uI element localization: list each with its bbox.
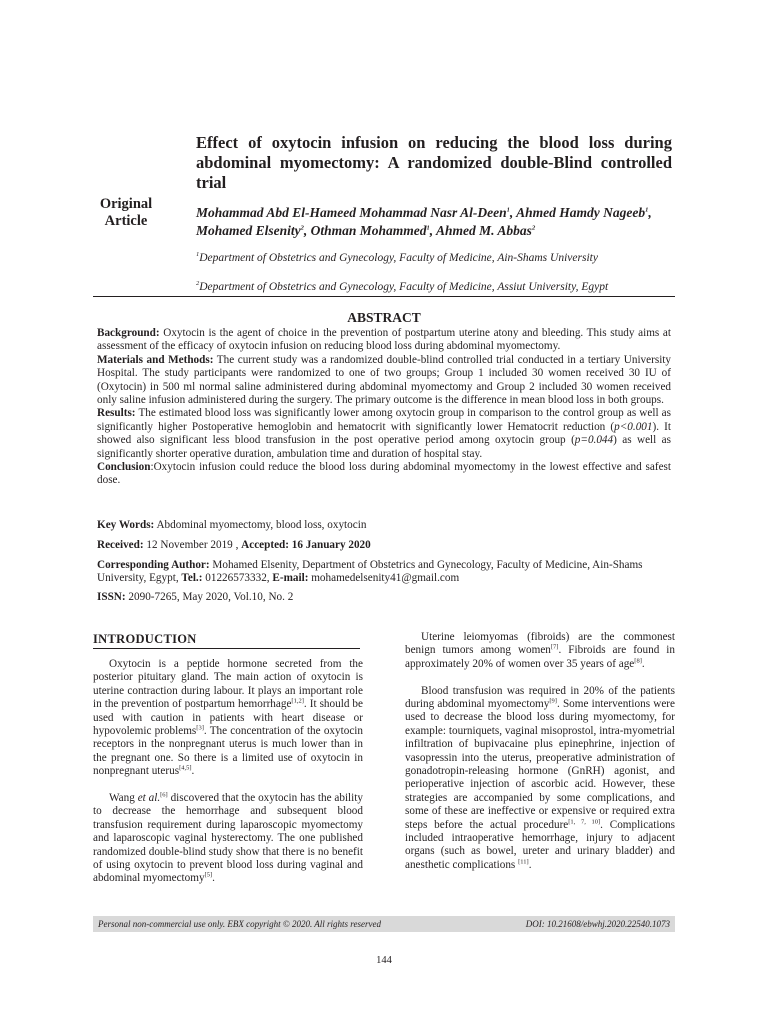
affiliation-1 <box>196 251 672 265</box>
left-column <box>93 658 363 899</box>
citation: [1,2] <box>291 697 304 705</box>
issn <box>97 591 671 604</box>
et-al: et al. <box>137 792 161 805</box>
article-type-line-1: Original <box>99 196 153 212</box>
paper-title: Effect of oxytocin infusion on reducing the blood loss during abdominal myomectomy: A randomized double-Blind controlled trial <box>196 133 672 192</box>
corresponding-author <box>97 559 671 586</box>
citation: [11] <box>518 858 529 866</box>
page-number: 144 <box>376 955 392 966</box>
tel-label: Tel.: <box>181 572 203 585</box>
abstract-background-label: Background: <box>97 327 160 339</box>
paragraph-text: . <box>191 765 195 778</box>
abstract-methods-text: The current study was a randomized double-blind controlled trial conducted in a tertiary University Hospital. The study participants were randomized to one of two groups; Group 1 included 30 women received 30 IU of (Oxytocin) in 500 ml normal saline administered during abdominal myomectomy and Group 2 included 30 women received only saline infusion administered during the surgery. The primary outcome is the difference in mean blood loss in both groups. <box>97 353 672 407</box>
introduction-heading: INTRODUCTION <box>93 632 360 649</box>
author-separator: , <box>509 205 517 220</box>
affiliation-text: Department of Obstetrics and Gynecology, Faculty of Medicine, Ain-Shams University <box>199 252 598 264</box>
intro-paragraph-1 <box>93 658 363 779</box>
author-affiliation-mark: 2 <box>531 224 536 232</box>
abstract-conclusion-label: Conclusion <box>97 461 151 474</box>
paragraph-text: . <box>528 858 532 871</box>
abstract-results <box>97 407 671 461</box>
intro-paragraph-3 <box>405 631 675 671</box>
abstract-conclusion <box>97 461 671 488</box>
abstract-results-label: Results: <box>97 407 136 420</box>
footer-bar <box>93 916 675 932</box>
paragraph-text: Uterine leiomyomas (fibroids) are the commonest benign tumors among women <box>405 631 675 657</box>
citation: [7] <box>550 643 559 651</box>
paragraph-text: . It should be used with caution in patients with heart disease or hypovolemic problems <box>93 698 363 738</box>
right-column <box>405 631 675 886</box>
paragraph-text: . Complications included intraoperative hemorrhage, injury to adjacent organs (such as bowel, ureter and urinary bladder) and anesthetic complications <box>405 818 675 871</box>
author-affiliation-mark: 2 <box>300 224 304 232</box>
tel-value: 01226573332, <box>202 572 273 585</box>
p-value: p<0.001 <box>614 420 653 433</box>
keywords <box>97 519 671 532</box>
paragraph-text: . The concentration of the oxytocin receptors in the nonpregnant uterus is much lower than in the pregnant one. So there is a limited use of oxytocin in nonpregnant uterus <box>93 725 363 778</box>
abstract-body <box>97 327 671 488</box>
received-accepted <box>97 539 671 552</box>
author-affiliation-mark: 1 <box>426 224 430 232</box>
abstract-background <box>97 327 671 354</box>
author-separator: , <box>429 223 437 238</box>
issn-label: ISSN: <box>97 591 126 603</box>
citation: [8] <box>634 657 642 665</box>
author-affiliation-mark: 1 <box>506 206 510 214</box>
citation: [4,5] <box>179 764 192 772</box>
abstract-methods <box>97 354 671 408</box>
citation: [9] <box>549 697 557 705</box>
author-name: Ahmed M. Abbas <box>436 223 532 238</box>
paragraph-text: Oxytocin is a peptide hormone secreted from the posterior pituitary gland. The main action of oxytocin is uterine contraction during labour. It plays an important role in the prevention of postpartum hemorrhage <box>93 658 363 711</box>
accepted-label: Accepted: 16 January 2020 <box>241 539 371 551</box>
citation: [1, 7, 10] <box>568 817 601 825</box>
citation: [5] <box>204 871 213 879</box>
abstract-heading: ABSTRACT <box>347 310 421 325</box>
keywords-label: Key Words: <box>97 519 155 531</box>
citation: [3] <box>196 724 204 732</box>
affiliation-number: 1 <box>196 251 200 259</box>
affiliation-number: 2 <box>196 280 200 288</box>
author-name: Othman Mohammed <box>310 223 427 238</box>
paragraph-text: Blood transfusion was required in 20% of the patients during abdominal myomectomy <box>405 684 675 711</box>
corresponding-value: Mohamed Elsenity, Department of Obstetrics and Gynecology, Faculty of Medicine, Ain-Shams University, Egypt, <box>97 559 643 585</box>
abstract-results-text: The estimated blood loss was significantly lower among oxytocin group in comparison to the control group as well as significantly higher Postoperative hemoglobin and hematocrit with significantly lower Hematocrit reduction ( <box>97 407 671 433</box>
author-separator: , <box>648 205 652 220</box>
paragraph-text: . Some interventions were used to decrease the blood loss during myomectomy, for example: tourniquets, vaginal misoprostol, intra-myometrial infiltration of bupivacaine plus epinephrine, injection of vasopressin into the uterus, preoperative administration of gonadotropin-releasing hormone (GnRH) agonist, and perioperative injection of ascorbic acid. However, these strategies are accompanied by some complications, and some of these are ineffective or expensive or required extra steps before the actual procedure <box>405 698 675 831</box>
paragraph-text: . <box>212 872 215 885</box>
author-separator: , <box>303 223 311 238</box>
author-name: Ahmed Hamdy Nageeb <box>516 205 646 220</box>
abstract-results-text: ) as well as significantly shorter operative duration, ambulation time and duration of hospital stay. <box>97 434 671 460</box>
paragraph-text: . Fibroids are found in approximately 20% of women over 35 years of age <box>405 644 675 670</box>
article-type-label <box>90 196 162 230</box>
affiliation-2 <box>196 280 672 294</box>
p-value: p=0.044 <box>574 434 614 447</box>
paragraph-text: discovered that the oxytocin has the ability to decrease the hemorrhage and subsequent blood transfusion requirement during laparoscopic myomectomy and laparoscopic vaginal hysterectomy. The one published randomized double-blind study show that there is no benefit of using oxytocin to prevent blood loss during vaginal and abdominal myomectomy <box>93 792 363 885</box>
header-divider <box>93 296 675 297</box>
received-label: Received: <box>97 539 144 551</box>
email-label: E-mail: <box>272 572 309 585</box>
abstract-background-text: Oxytocin is the agent of choice in the prevention of postpartum uterine atony and bleeding. This study aims at assessment of the efficacy of oxytocin infusion on reducing blood loss during abdominal myomectomy. <box>97 327 671 353</box>
article-type-line-2: Article <box>104 213 148 229</box>
abstract-conclusion-text: :Oxytocin infusion could reduce the blood loss during abdominal myomectomy in the lowest effective and safest dose. <box>97 461 671 487</box>
keywords-value: Abdominal myomectomy, blood loss, oxytocin <box>154 519 367 531</box>
corresponding-label: Corresponding Author: <box>97 559 210 571</box>
abstract-methods-label: Materials and Methods: <box>97 353 214 366</box>
paragraph-text: . <box>641 657 645 670</box>
paragraph-text: Wang <box>109 792 138 805</box>
abstract-results-text: ). It showed also significant less blood transfusion in the post operative period among oxytocin group ( <box>97 420 671 447</box>
author-name: Mohammad Abd El-Hameed Mohammad Nasr Al-Deen <box>196 205 507 220</box>
citation: [6] <box>160 791 168 799</box>
doi: DOI: 10.21608/ebwhj.2020.22540.1073 <box>525 919 670 929</box>
issn-value: 2090-7265, May 2020, Vol.10, No. 2 <box>125 591 294 603</box>
author-name: Mohamed Elsenity <box>196 223 301 238</box>
author-affiliation-mark: 1 <box>645 206 649 214</box>
affiliation-text: Department of Obstetrics and Gynecology, Faculty of Medicine, Assiut University, Egypt <box>199 281 609 293</box>
copyright-notice: Personal non-commercial use only. EBX copyright © 2020. All rights reserved <box>98 919 381 929</box>
email-value: mohamedelsenity41@gmail.com <box>308 572 460 585</box>
intro-paragraph-2 <box>93 792 363 886</box>
received-value: 12 November 2019 , <box>143 539 242 551</box>
author-list <box>196 204 672 240</box>
intro-paragraph-4 <box>405 685 675 873</box>
